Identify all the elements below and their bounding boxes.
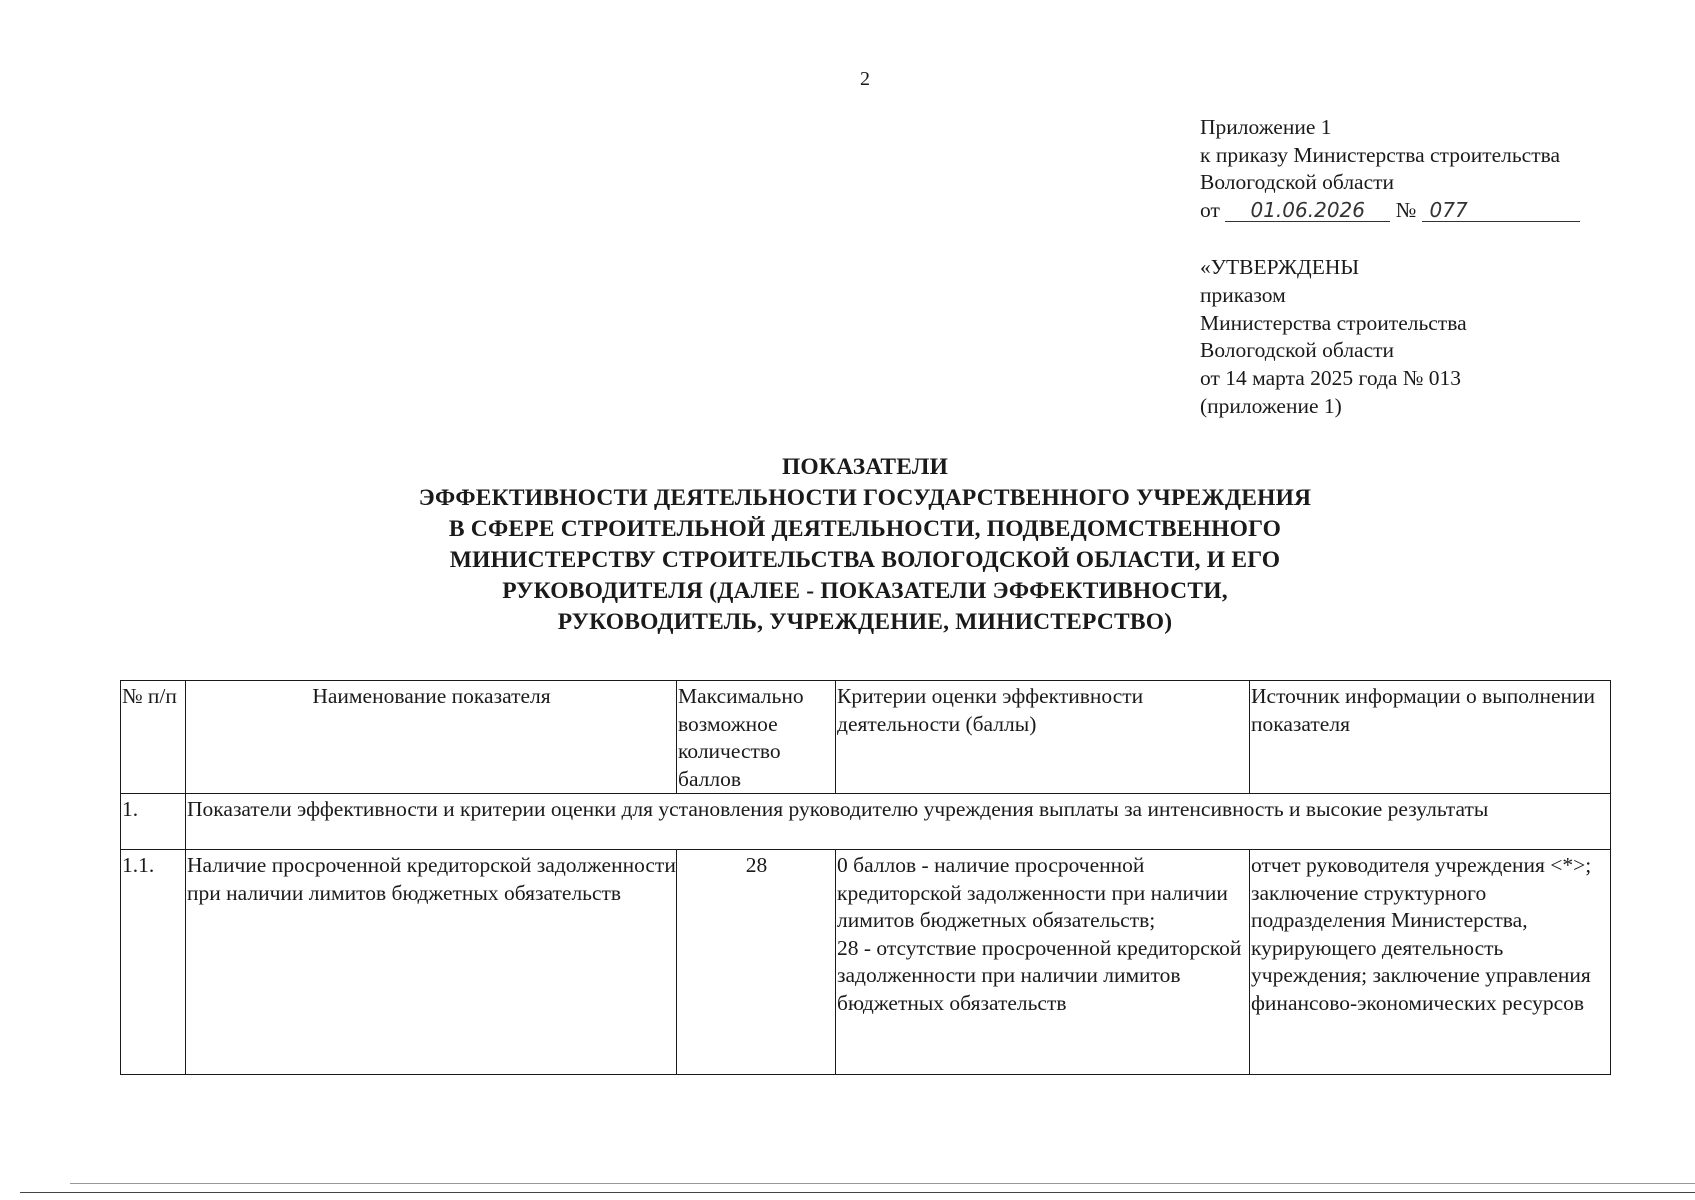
- header-criteria: Критерии оценки эффективности деятельности (баллы): [836, 681, 1250, 794]
- header-num: № п/п: [121, 681, 186, 794]
- row-source: [1250, 850, 1611, 1075]
- source-item: заключение структурного подразделения Министерства, курирующего деятельность учреждения; заключение управления финансово-экономических ресурсов: [1251, 880, 1591, 1015]
- approved-line: Вологодской области: [1200, 338, 1395, 363]
- document-title: [0, 452, 1695, 638]
- order-number: 077: [1422, 199, 1580, 222]
- approved-block: [1200, 254, 1467, 421]
- table-section-row: [121, 794, 1611, 850]
- approved-line: «УТВЕРЖДЕНЫ: [1200, 255, 1360, 279]
- title-line: ПОКАЗАТЕЛИ: [781, 454, 949, 480]
- title-line: РУКОВОДИТЕЛЯ (ДАЛЕЕ - ПОКАЗАТЕЛИ ЭФФЕКТИВНОСТИ,: [502, 578, 1228, 604]
- approved-line: Министерства строительства: [1200, 310, 1467, 335]
- source-item: отчет руководителя учреждения <*>;: [1251, 853, 1592, 877]
- title-line: МИНИСТЕРСТВУ СТРОИТЕЛЬСТВА ВОЛОГОДСКОЙ ОБЛАСТИ, И ЕГО: [449, 547, 1281, 573]
- indicators-table: [120, 680, 1611, 1075]
- title-line: РУКОВОДИТЕЛЬ, УЧРЕЖДЕНИЕ, МИНИСТЕРСТВО): [557, 609, 1173, 635]
- criteria-item: 0 баллов - наличие просроченной кредиторской задолженности при наличии лимитов бюджетных обязательств;: [837, 853, 1228, 932]
- table-row: [121, 850, 1611, 1075]
- footer-divider: [70, 1183, 1695, 1184]
- appendix-block: [1200, 114, 1580, 224]
- number-prefix: №: [1395, 197, 1417, 222]
- title-line: В СФЕРЕ СТРОИТЕЛЬНОЙ ДЕЯТЕЛЬНОСТИ, ПОДВЕДОМСТВЕННОГО: [448, 516, 1282, 542]
- appendix-date-line: [1200, 197, 1580, 225]
- approved-line: приказом: [1200, 282, 1286, 307]
- approved-line: (приложение 1): [1200, 393, 1342, 418]
- appendix-line: Приложение 1: [1200, 115, 1332, 139]
- approved-line: от 14 марта 2025 года № 013: [1200, 366, 1461, 391]
- order-date: 01.06.2026: [1225, 199, 1390, 222]
- criteria-item: 28 - отсутствие просроченной кредиторской задолженности при наличии лимитов бюджетных обязательств: [837, 935, 1242, 1015]
- row-name: Наличие просроченной кредиторской задолженности при наличии лимитов бюджетных обязательств: [186, 850, 677, 1075]
- row-num: 1.1.: [121, 850, 186, 1075]
- section-num: 1.: [121, 794, 186, 850]
- row-max: 28: [677, 850, 836, 1075]
- page-number: 2: [860, 68, 870, 90]
- row-criteria: [836, 850, 1250, 1075]
- appendix-line: Вологодской области: [1200, 170, 1395, 194]
- header-source: Источник информации о выполнении показателя: [1250, 681, 1611, 794]
- appendix-line: к приказу Министерства строительства: [1200, 142, 1561, 167]
- section-text: Показатели эффективности и критерии оценки для установления руководителю учреждения выплаты за интенсивность и высокие результаты: [186, 794, 1611, 850]
- header-max: Максимально возможное количество баллов: [677, 681, 836, 794]
- table-header-row: [121, 681, 1611, 794]
- header-name: Наименование показателя: [186, 681, 677, 794]
- date-prefix: от: [1200, 197, 1220, 222]
- footer-divider: [20, 1192, 1695, 1193]
- title-line: ЭФФЕКТИВНОСТИ ДЕЯТЕЛЬНОСТИ ГОСУДАРСТВЕННОГО УЧРЕЖДЕНИЯ: [418, 485, 1312, 511]
